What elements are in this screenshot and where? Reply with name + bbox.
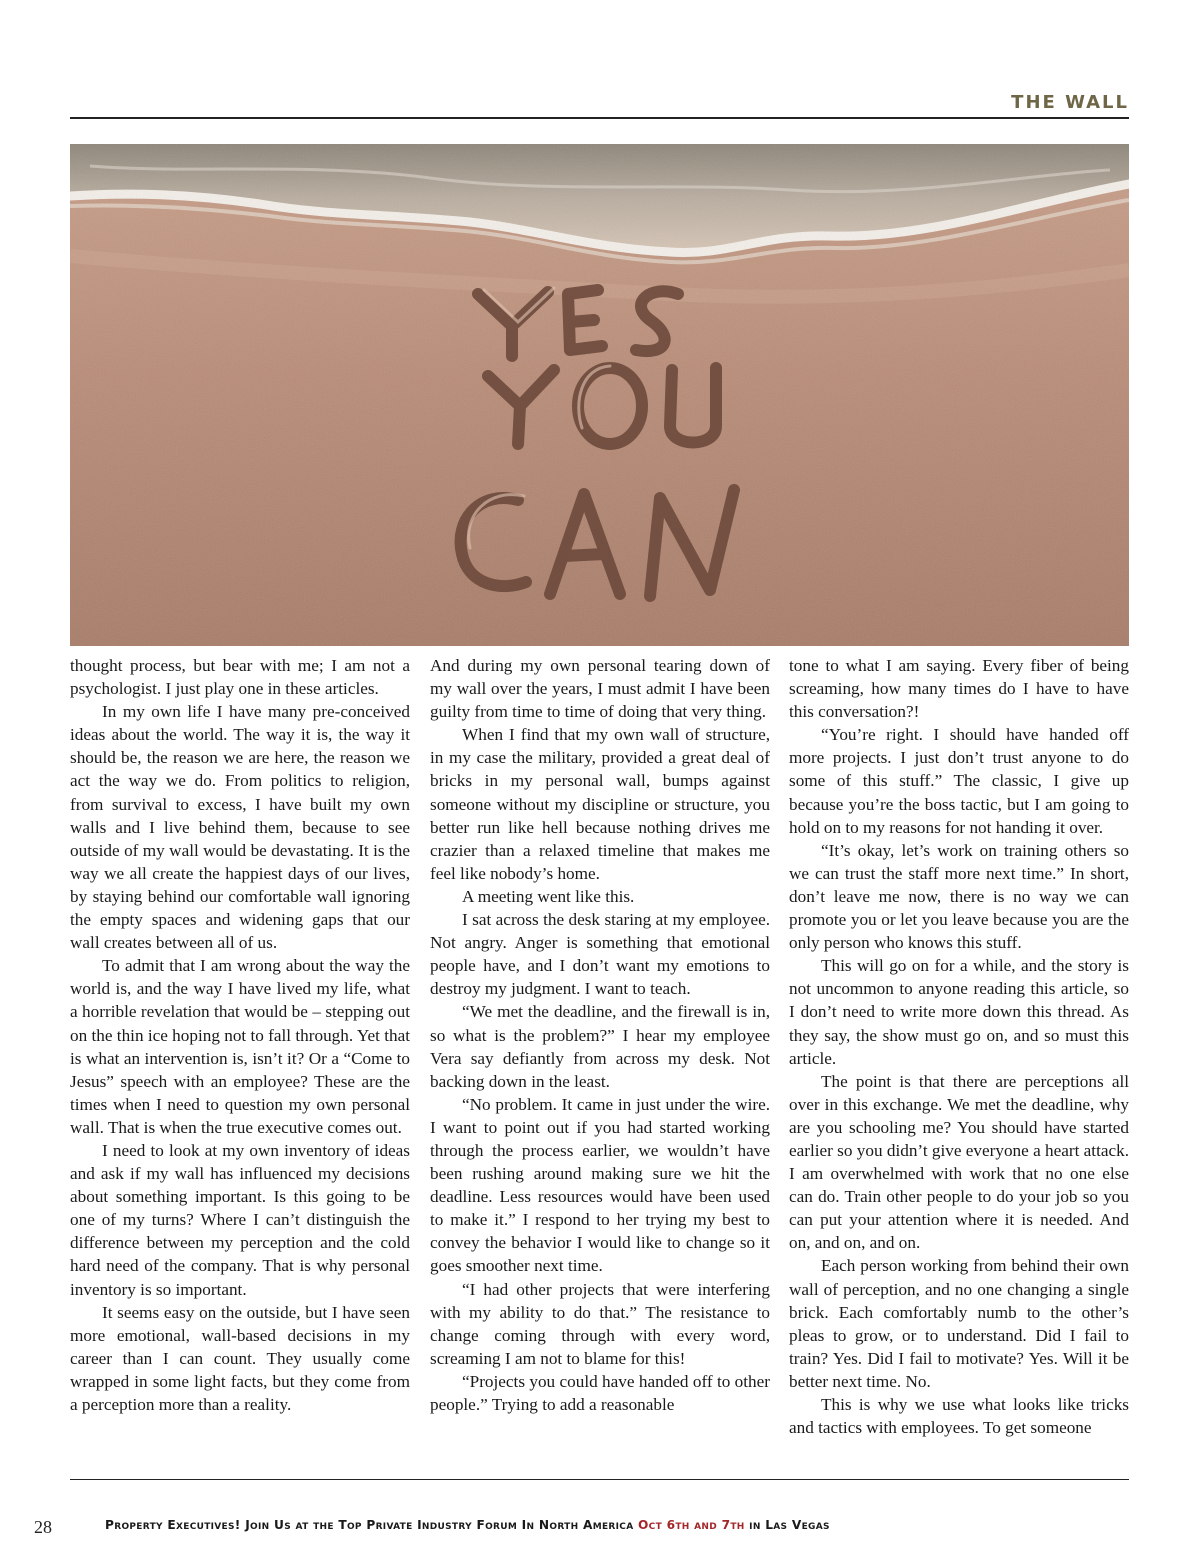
section-title: THE WALL (1011, 92, 1129, 113)
article-paragraph: The point is that there are perceptions all over in this exchange. We met the deadline, why are you schooling me? You should have started earlier so you didn’t give everyone a heart attack. I am overwhelmed with work that no one else can do. Train other people to do your job so you can put your attention where it is needed. And on, and on, and on. (789, 1071, 1129, 1253)
article-paragraph: tone to what I am saying. Every fiber of being screaming, how many times do I have to have this conversation?! (789, 656, 1129, 722)
article-paragraph: This will go on for a while, and the story is not uncommon to anyone reading this article, so I don’t need to write more down this thread. As they say, the show must go on, and so must this article. (789, 956, 1129, 1068)
article-paragraph: And during my own personal tearing down of my wall over the years, I must admit I have been guilty from time to time of doing that very thing. (430, 656, 770, 722)
article-column-1 (70, 654, 410, 1472)
page-number: 28 (34, 1517, 52, 1537)
article-paragraph: Each person working from behind their own wall of perception, and no one changing a single brick. Each comfortably numb to the other’s pleas to grow, or to understand. Did I fail to train? Yes. Did I fail to motivate? Yes. Will it be better next time. No. (789, 1256, 1129, 1391)
article-paragraph: I need to look at my own inventory of ideas and ask if my wall has influenced my decisions about something important. Is this going to be one of my turns? Where I can’t distinguish the difference between my perception and the cold hard need of the company. That is why personal inventory is so important. (70, 1140, 410, 1299)
article-body (70, 654, 1129, 1472)
article-paragraph: “Projects you could have handed off to other people.” Trying to add a reasonable (430, 1371, 770, 1414)
article-column-2 (430, 654, 770, 1472)
article-paragraph: “You’re right. I should have handed off more projects. I just don’t trust anyone to do some of this stuff.” The classic, I give up because you’re the boss tactic, but I am going to hold on to my reasons for not handing it over. (789, 725, 1129, 837)
promo-dates: Oct 6th and 7th (638, 1518, 745, 1532)
article-paragraph: thought process, but bear with me; I am not a psychologist. I just play one in these articles. (70, 656, 410, 699)
article-paragraph: This is why we use what looks like tricks and tactics with employees. To get someone (789, 1395, 1129, 1438)
article-column-3 (789, 654, 1129, 1472)
promo-location: in Las Vegas (744, 1518, 830, 1532)
article-paragraph: To admit that I am wrong about the way the world is, and the way I have lived my life, what a horrible revelation that would be – stepping out on the thin ice hoping not to fall through. Yet that is what an intervention is, isn’t it? Or a “Come to Jesus” speech with an employee? These are the times when I need to question my own personal wall. That is when the true executive comes out. (70, 956, 410, 1137)
article-paragraph: A meeting went like this. (462, 886, 635, 906)
footer-divider (70, 1479, 1129, 1480)
article-paragraph: “I had other projects that were interfering with my ability to do that.” The resistance to change coming through with every word, screaming I am not to blame for this! (430, 1279, 770, 1368)
article-paragraph: “It’s okay, let’s work on training others so we can trust the staff more next time.” In short, don’t leave me now, there is no way we can promote you or let you leave because you are the only person who knows this stuff. (789, 840, 1129, 953)
promo-text: Property Executives! Join Us at the Top Private Industry Forum In North America (105, 1518, 639, 1532)
beach-sand-photo (70, 144, 1129, 646)
article-paragraph: When I find that my own wall of structure, in my case the military, provided a great deal of bricks in my personal wall, bumps against someone without my discipline or structure, you better run like hell because nothing drives me crazier than a relaxed timeline that makes me feel like nobody’s home. (430, 725, 770, 883)
event-promo-banner (105, 1518, 1100, 1532)
article-paragraph: I sat across the desk staring at my employee. Not angry. Anger is something that emotional people have, and I don’t want my emotions to destroy my judgment. I want to teach. (430, 910, 770, 999)
article-paragraph: “No problem. It came in just under the wire. I want to point out if you had started working through the process earlier, we wouldn’t have been rushing around making sure we hit the deadline. Less resources would have been used to make it.” I respond to her trying my best to convey the behavior I would like to change so it goes smoother next time. (430, 1094, 770, 1276)
article-paragraph: “We met the deadline, and the firewall is in, so what is the problem?” I hear my employee Vera say defiantly from across my desk. Not backing down in the least. (430, 1002, 770, 1091)
article-paragraph: It seems easy on the outside, but I have seen more emotional, wall-based decisions in my career than I can count. They usually come wrapped in some light facts, but they come from a perception more than a reality. (70, 1302, 410, 1414)
article-paragraph: In my own life I have many pre-conceived ideas about the world. The way it is, the way it should be, the reason we are here, the reason we act the way we do. From politics to religion, from survival to excess, I have built my own walls and I live behind them, because to see outside of my wall would be devastating. It is the way we all create the happiest days of our lives, by staying behind our comfortable wall ignoring the empty spaces and widening gaps that our wall creates between all of us. (70, 702, 410, 953)
header-divider (70, 117, 1129, 119)
